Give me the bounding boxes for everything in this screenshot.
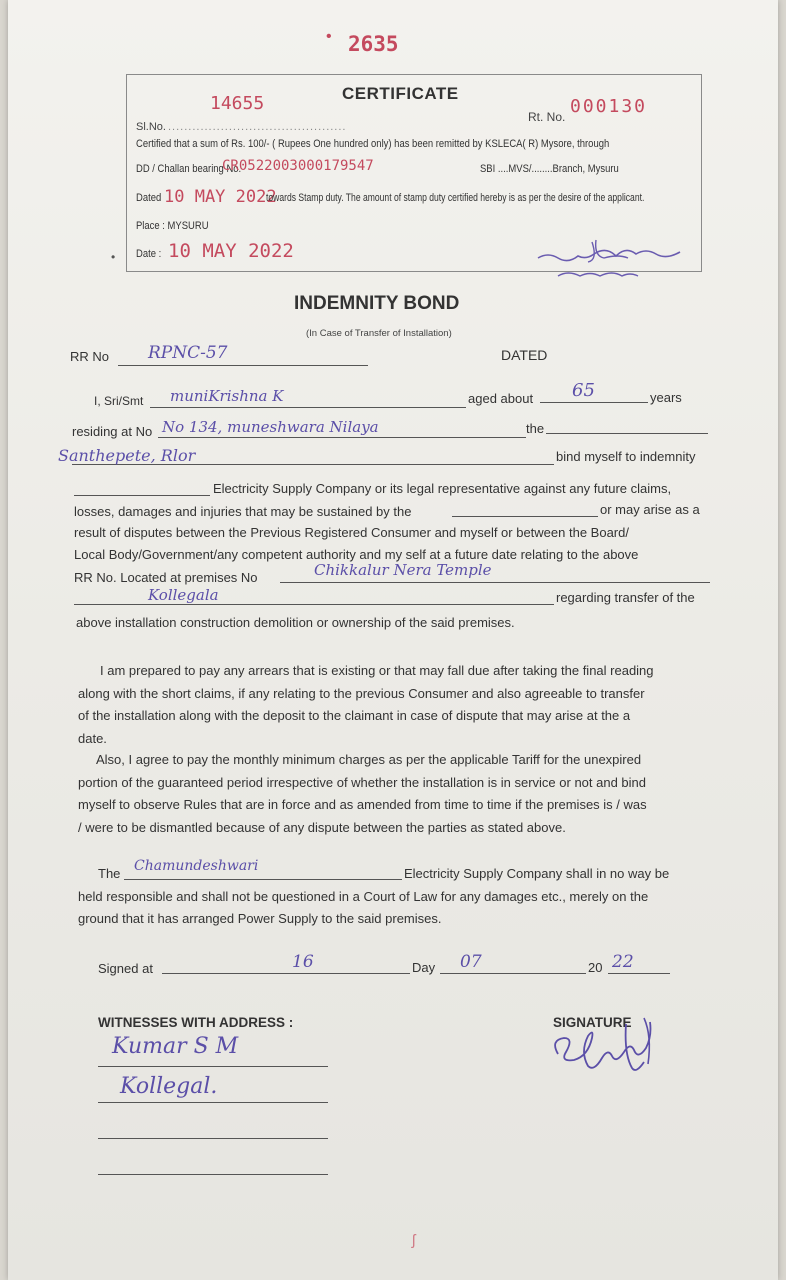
sl-no-label: Sl.No. — [136, 121, 166, 133]
bullet-mark: • — [111, 250, 116, 264]
charges-line: / were to be dismantled because of any dispute between the parties as stated above. — [78, 819, 566, 835]
arrears-line: date. — [78, 730, 107, 746]
day-value: 07 — [460, 952, 482, 972]
document-page — [8, 0, 778, 1280]
charges-line: Also, I agree to pay the monthly minimum charges as per the applicable Tariff for the unexpired — [96, 752, 642, 767]
day-label: Day — [412, 960, 436, 975]
aged-label: aged about — [468, 391, 534, 406]
rt-no-label: Rt. No. — [528, 110, 566, 124]
losses-line-b: or may arise as a — [600, 502, 700, 517]
bond-title: INDEMNITY BOND — [294, 293, 460, 314]
company-name-line — [124, 879, 402, 880]
stamp-dated-label: Dated — [136, 192, 162, 204]
the-label: the — [526, 421, 545, 436]
rr-no-line — [118, 365, 368, 366]
local-body-line: Local Body/Government/any competent authority and my self at a future date relating to the above — [74, 547, 639, 562]
arrears-line: of the installation along with the deposit to the claimant in case of dispute that may arise at the a — [78, 708, 631, 723]
witness-line-3 — [98, 1138, 328, 1139]
signed-at-line — [162, 973, 410, 974]
name-line — [150, 407, 466, 408]
age-line — [540, 402, 648, 403]
ink-mark: ʃ — [412, 1232, 416, 1249]
stamp-officer-signature — [536, 238, 686, 286]
stamp-date-label: Date : — [136, 248, 162, 260]
stamp-dated-value: 10 MAY 2022 — [164, 187, 277, 207]
years-label: years — [650, 390, 682, 405]
sl-no-dotted-line: ............................................ — [168, 121, 347, 133]
rr-no-label: RR No — [70, 349, 110, 364]
premises-line-2 — [74, 604, 554, 605]
witness-line-4 — [98, 1174, 328, 1175]
para4-line3: ground that it has arranged Power Supply to the said premises. — [78, 911, 442, 926]
rr-no-value: RPNC-57 — [148, 343, 228, 363]
premises-value-2: Kollegala — [148, 586, 219, 604]
applicant-signature — [544, 1014, 694, 1084]
stamp-date-value: 10 MAY 2022 — [168, 240, 294, 262]
above-installation-line: above installation construction demolition or ownership of the said premises. — [76, 615, 515, 630]
year-line — [608, 973, 670, 974]
name-value: muniKrishna K — [170, 387, 284, 405]
challan-label: DD / Challan bearing No. — [136, 163, 242, 175]
arrears-paragraph — [78, 660, 712, 750]
address-line — [158, 437, 526, 438]
challan-number: CR0522003000179547 — [222, 158, 374, 174]
premises-value: Chikkalur Nera Temple — [314, 561, 492, 579]
year-prefix: 20 — [588, 960, 603, 975]
signed-at-label: Signed at — [98, 961, 153, 976]
result-line: result of disputes between the Previous Registered Consumer and myself or between the Board/ — [74, 525, 629, 540]
age-value: 65 — [572, 380, 595, 401]
residing-label: residing at No — [72, 424, 153, 439]
day-line — [440, 973, 586, 974]
challan-bank: SBI ....MVS/........Branch, Mysuru — [480, 163, 619, 175]
charges-line: myself to observe Rules that are in force and as amended from time to time if the premises is / was — [78, 797, 647, 812]
para4-the: The — [98, 866, 121, 881]
witness-line-1 — [98, 1066, 328, 1067]
stamp-duty-text: towards Stamp duty. The amount of stamp duty certified hereby is as per the desire of the applicant. — [266, 192, 645, 204]
premises-line — [280, 582, 710, 583]
para4-line2: held responsible and shall not be questioned in a Court of Law for any damages etc., merely on the — [78, 889, 649, 904]
rt-no-value: 000130 — [570, 96, 648, 117]
witness-line-2 — [98, 1102, 328, 1103]
company-blank-line — [74, 495, 210, 496]
red-mark: • — [326, 28, 332, 45]
witnesses-label: WITNESSES WITH ADDRESS : — [98, 1015, 294, 1030]
certificate-title: CERTIFICATE — [342, 84, 459, 103]
stamp-serial-number: 2635 — [348, 32, 399, 56]
witness-address: Kollegal. — [120, 1074, 218, 1099]
losses-line-a: losses, damages and injuries that may be sustained by the — [74, 504, 412, 519]
bind-label: bind myself to indemnity — [556, 449, 696, 464]
address-value: No 134, muneshwara Nilaya — [162, 418, 379, 436]
para4-line1: Electricity Supply Company shall in no way be — [404, 866, 670, 881]
year-value: 22 — [612, 952, 634, 972]
stamp-place: Place : MYSURU — [136, 220, 209, 232]
rr-location-label: RR No. Located at premises No — [74, 570, 258, 585]
charges-line: portion of the guaranteed period irrespective of whether the installation is in service or not and bind — [78, 774, 647, 790]
minimum-charges-paragraph — [78, 749, 712, 839]
arrears-line: along with the short claims, if any relating to the previous Consumer and also agreeable to transfer — [78, 685, 645, 701]
losses-blank-line — [452, 516, 598, 517]
the-line — [546, 433, 708, 434]
signed-at-value: 16 — [292, 952, 314, 972]
certificate-line-1: Certified that a sum of Rs. 100/- ( Rupees One hundred only) has been remitted by KSLECA( R) Mysore, through — [136, 138, 610, 150]
address-value-2: Santhepete, Rlor — [58, 446, 196, 465]
regarding-label: regarding transfer of the — [556, 590, 695, 605]
witness-name: Kumar S M — [112, 1034, 239, 1059]
dated-label: DATED — [501, 347, 548, 363]
signature-label: SIGNATURE — [553, 1015, 632, 1030]
sl-no-value: 14655 — [210, 93, 265, 114]
company-name-value: Chamundeshwari — [134, 858, 259, 874]
arrears-line: I am prepared to pay any arrears that is existing or that may fall due after taking the final reading — [100, 663, 654, 678]
electricity-line: Electricity Supply Company or its legal representative against any future claims, — [213, 481, 672, 496]
srismt-label: I, Sri/Smt — [94, 394, 144, 408]
bond-subtitle: (In Case of Transfer of Installation) — [306, 328, 452, 339]
